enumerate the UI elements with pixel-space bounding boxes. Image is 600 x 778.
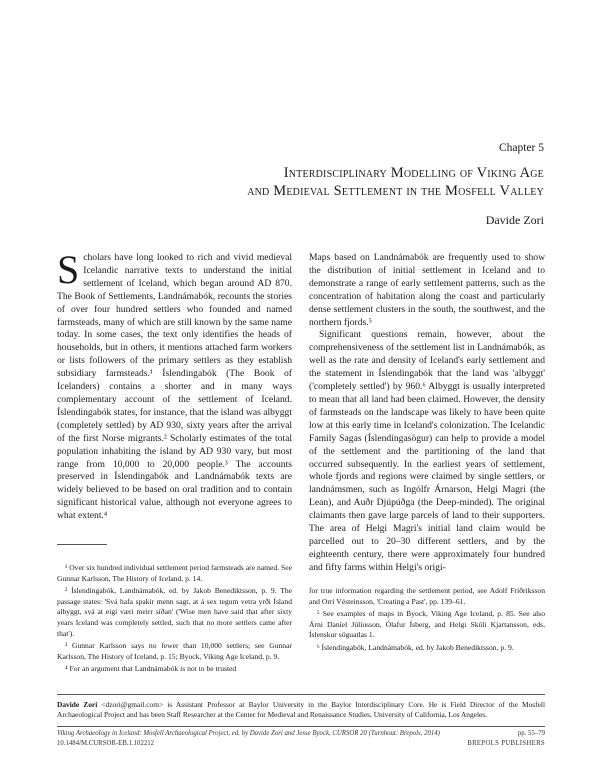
- footnote: ² Íslendingabók, Landnámabók, ed. by Jakob Benediktsson, p. 9. The passage states: 'Svá hafa spakir menn sagt, at á sex tegum vetra yrði Ísland albyggt, svá at eigi væri meirr síðan' ('Wise men have said that after sixty years Iceland was completely settled, such that no more settlers came after that').: [57, 586, 292, 638]
- body-paragraph: [57, 247, 292, 523]
- body-column-left: [57, 247, 292, 523]
- footnote: ⁴ For an argument that Landnámabók is not to be trusted: [65, 664, 237, 674]
- title-line-1: Interdisciplinary Modelling of Viking Age: [283, 165, 544, 181]
- author-name: Davide Zori: [485, 213, 544, 227]
- drop-cap: S: [57, 247, 80, 292]
- body-column-right: [309, 252, 545, 575]
- footer-rule: [57, 726, 545, 727]
- title-line-2: and Medieval Settlement in the Mosfell Valley: [247, 183, 544, 199]
- chapter-label: Chapter 5: [498, 142, 544, 154]
- footnotes-left: [57, 563, 292, 677]
- body-paragraph: Significant questions remain, however, about the comprehensiveness of the settlement list in Landnámabók, as well as the rate and density of Iceland's early settlement and the statement in Íslendingabók that the land was 'albyggt' ('completely settled') by 960.⁶ Albyggt is usually interpreted to mean that all land had been claimed. However, the density of farmsteads on the landscape was likely to have been quite low at this early time in Iceland's colonization. The Icelandic Family Sagas (Íslendingasögur) can help to provide a model of the settlement and the partitioning of the land that occurred subsequently. In the earliest years of settlement, whole fjords and regions were claimed by single settlers, or landnámsmen, such as Ingólfr Árnarson, Helgi Magri (the Lean), and Auðr Djúpúðga (the Deep-minded). The original claimants then gave large parcels of land to their supporters. The area of Helgi Magri's initial land claim would be parcelled out to 20–30 different settlers, and by the eighteenth century, there were approximately four hundred and fifty farms within Helgi's origi-: [309, 329, 545, 573]
- chapter-title: [120, 164, 544, 200]
- body-paragraph: Maps based on Landnámabók are frequently used to show the distribution of initial settlement in Iceland and to demonstrate a range of early settlement patterns, such as the concentration of habitation along the coast and particularly dense settlement clusters in the south, the southwest, and the northern fjords.⁵: [309, 252, 545, 328]
- page-range: pp. 55–79: [517, 730, 545, 737]
- footnotes-right: [309, 586, 545, 656]
- footnote: ¹ Over six hundred individual settlement period farmsteads are named. See Gunnar Karlsson, The History of Iceland, p. 14.: [57, 563, 292, 583]
- footnote: for true information regarding the settlement period, see Adolf Friðriksson and Orri Vésteinsson, 'Creating a Past', pp. 139–61.: [309, 586, 545, 606]
- author-bio: [57, 700, 545, 720]
- book-citation: Viking Archaeology in Iceland: Mosfell Archaeological Project, ed. by Davide Zori and Jesse Byock, CURSOR 20 (Turnhout: Brepols, 2014): [57, 730, 440, 737]
- paragraph-text: cholars have long looked to rich and vivid medieval Icelandic narrative texts to understand the initial settlement of Iceland, which began around AD 870. The Book of Settlements, Landnámabók, recounts the stories of over four hundred settlers who founded and named farmsteads, many of which are still known by the same name today. In some cases, the text only identifies the heads of households, but in others, it mentions attached farm workers or lists followers of the primary settlers as they establish subsidiary farmsteads.¹ Íslendingabók (The Book of Icelanders) contains a shorter and in many ways complementary account of the settlement of Iceland. Íslendingabók states, for instance, that the island was albyggt (completely settled) by AD 930, sixty years after the arrival of the first Norse migrants.² Scholarly estimates of the total population inhabiting the island by AD 930 vary, but most range from 10,000 to 20,000 people.³ The accounts preserved in Íslendingabók and Landnámabók texts are widely believed to be based on oral tradition and to contain significant historical value, although not everyone agrees to what extent.⁴: [57, 252, 292, 522]
- doi: 10.1484/M.CURSOR-EB.1.102212: [57, 740, 155, 747]
- footnote-rule: [57, 544, 107, 545]
- footnote: ⁵ See examples of maps in Byock, Viking Age Iceland, p. 85. See also Árni Daníel Júlíusson, Ólafur Ísberg, and Helgi Skúli Kjartansson, eds, Íslenskur söguatlas 1.: [309, 609, 545, 640]
- footnote: ³ Gunnar Karlsson says no fewer than 10,000 settlers; see Gunnar Karlsson, The History of Iceland, p. 15; Byock, Viking Age Iceland, p. 9.: [57, 641, 292, 661]
- bio-text: <dzori@gmail.com> is Assistant Professor at Baylor University in the Baylor Interdisciplinary Core. He is Field Director of the Mosfell Archaeological Project and has been Staff Researcher at the Center for Medieval and Renaissance Studies, University of California, Los Angeles.: [57, 700, 545, 719]
- bio-rule: [57, 694, 545, 695]
- publisher-name: BREPOLS PUBLISHERS: [467, 740, 545, 747]
- bio-name: Davide Zori: [57, 700, 98, 709]
- footnote: ⁶ Íslendingabók, Landnámabók, ed. by Jakob Benediktsson, p. 9.: [317, 642, 514, 652]
